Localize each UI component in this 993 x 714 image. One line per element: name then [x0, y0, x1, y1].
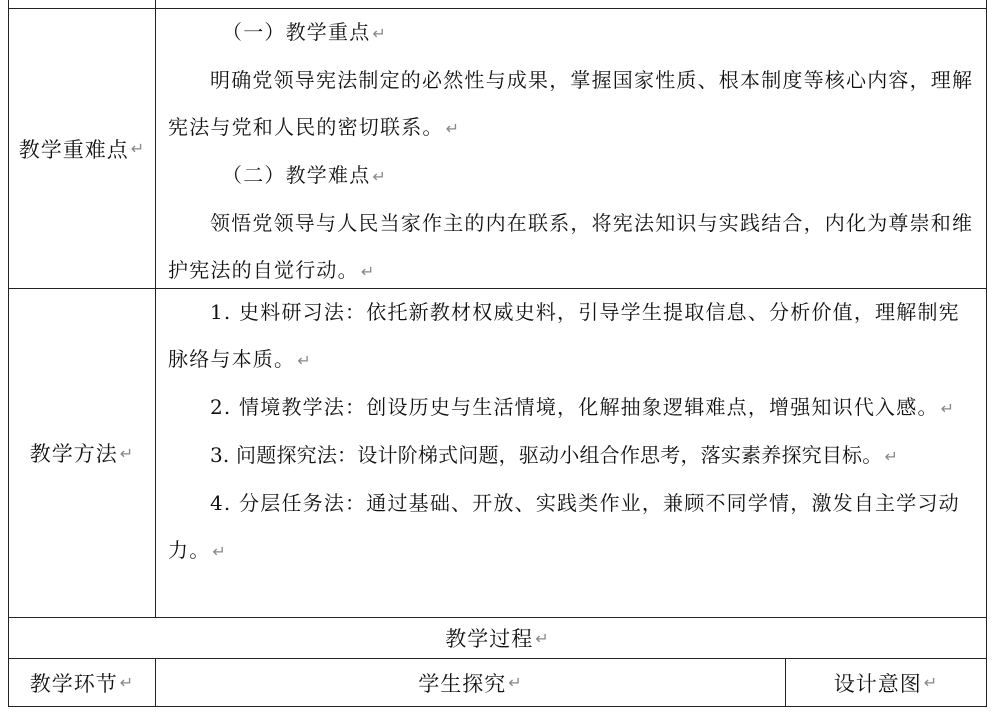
column-header-inquiry	[156, 659, 785, 706]
paragraph-mark: ↵	[923, 673, 939, 692]
table-rule-right	[986, 0, 987, 707]
paragraph-mark: ↵	[119, 443, 135, 463]
difficult-points-heading: （二）教学难点 ↵	[222, 163, 388, 187]
key-points-body: 明确党领导宪法制定的必然性与成果，掌握国家性质、根本制度等核心内容，理解宪法与党和人民的密切联系。 ↵	[168, 68, 974, 139]
column-header-stage	[9, 659, 155, 706]
process-header	[9, 618, 986, 658]
table-rule-label-col	[155, 0, 156, 618]
column-header-intent-text: 设计意图	[833, 671, 922, 696]
paragraph-mark: ↵	[119, 673, 135, 692]
method-item-2: 2. 情境教学法：创设历史与生活情境，化解抽象逻辑难点，增强知识代入感。 ↵	[210, 395, 956, 419]
row-label-methods-text: 教学方法	[29, 442, 118, 466]
method-item-4: 4. 分层任务法：通过基础、开放、实践类作业，兼顾不同学情，激发自主学习动力。 ↵	[168, 491, 960, 562]
column-header-inquiry-text: 学生探究	[418, 671, 507, 696]
column-header-intent	[786, 659, 986, 706]
paragraph-mark: ↵	[508, 673, 523, 692]
methods-content	[168, 289, 976, 575]
paragraph-mark: ↵	[130, 139, 146, 158]
process-header-text: 教学过程	[445, 627, 534, 651]
paragraph-mark: ↵	[535, 628, 550, 648]
column-header-stage-text: 教学环节	[29, 671, 118, 696]
row-label-key-difficult-text: 教学重难点	[18, 137, 129, 162]
method-item-3: 3. 问题探究法：设计阶梯式问题，驱动小组合作思考，落实素养探究目标。 ↵	[210, 443, 899, 467]
key-points-heading: （一）教学重点 ↵	[222, 20, 388, 44]
row-label-methods	[9, 289, 155, 617]
key-difficult-content	[168, 9, 976, 295]
method-item-1: 1. 史料研习法：依托新教材权威史料，引导学生提取信息、分析价值，理解制宪脉络与本质。 ↵	[168, 300, 960, 371]
row-label-key-difficult	[9, 9, 155, 288]
difficult-points-body: 领悟党领导与人民当家作主的内在联系，将宪法知识与实践结合，内化为尊崇和维护宪法的自觉行动。 ↵	[168, 211, 974, 282]
